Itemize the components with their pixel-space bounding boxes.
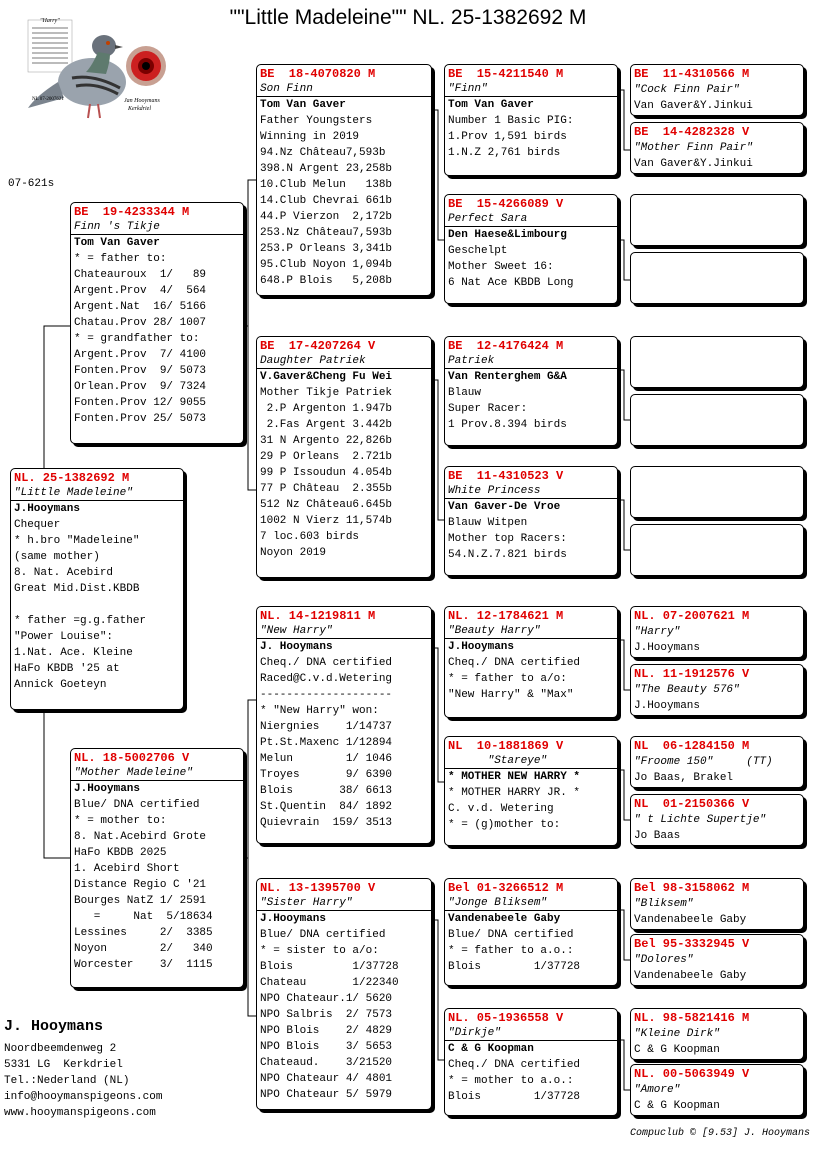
pigeon-card-g4-6[interactable] (630, 794, 804, 846)
owner: C & G Koopman (634, 1100, 720, 1112)
info-line: Quievrain 159/ 3513 (260, 817, 393, 829)
info-line: Mother Tikje Patriek (260, 387, 393, 399)
info-line: * = (g)mother to: (448, 819, 561, 831)
info-line: 29 P Orleans 2.721b (260, 451, 393, 463)
owner: C & G Koopman (448, 1043, 534, 1055)
info-line: Argent.Prov 7/ 4100 (74, 349, 207, 361)
pedigree-code: 07-621s (8, 178, 55, 190)
info-line: 95.Club Noyon 1,094b (260, 259, 393, 271)
info-line: Cheq./ DNA certified (448, 657, 581, 669)
info-line: Noyon 2019 (260, 547, 327, 559)
owner: Tom Van Gaver (74, 237, 160, 249)
ring-number: NL 10-1881869 V (448, 739, 564, 753)
owner: J.Hooymans (74, 783, 141, 795)
svg-text:NL 07-2007621: NL 07-2007621 (32, 97, 64, 102)
info-line: 31 N Argento 22,826b (260, 435, 393, 447)
info-line: * h.bro "Madeleine" (14, 535, 140, 547)
pigeon-name: "Mother Madeleine" (71, 766, 243, 781)
ring-number: NL. 13-1395700 V (260, 881, 376, 895)
pigeon-card-fm[interactable] (256, 336, 432, 578)
pigeon-card-mother[interactable] (70, 748, 244, 988)
info-line: Pt.St.Maxenc 1/12894 (260, 737, 393, 749)
owner: Tom Van Gaver (260, 99, 346, 111)
info-line: * = mother to: (74, 815, 167, 827)
info-line: Blois 1/37728 (448, 961, 581, 973)
info-line: Mother Sweet 16: (448, 261, 554, 273)
ring-number: BE 15-4266089 V (448, 197, 564, 211)
pigeon-card-fmf[interactable] (444, 336, 618, 446)
info-line: Great Mid.Dist.KBDB (14, 583, 140, 595)
info-line: Cheq./ DNA certified (448, 1059, 581, 1071)
ring-number: NL 01-2150366 V (634, 797, 750, 811)
owner: V.Gaver&Cheng Fu Wei (260, 371, 393, 383)
pigeon-card-empty[interactable] (630, 336, 804, 388)
pigeon-card-ffm[interactable] (444, 194, 618, 304)
pigeon-name: Perfect Sara (445, 212, 617, 227)
info-line: = Nat 5/18634 (74, 911, 213, 923)
info-line: 14.Club Chevrai 661b (260, 195, 393, 207)
ring-number: BE 12-4176424 M (448, 339, 564, 353)
info-line: 94.Nz Château7,593b (260, 147, 386, 159)
ring-number: BE 11-4310523 V (448, 469, 564, 483)
info-line: 54.N.Z.7.821 birds (448, 549, 567, 561)
ring-number: NL. 12-1784621 M (448, 609, 564, 623)
ring-number: NL 06-1284150 M (634, 739, 750, 753)
info-line: Chateaud. 3/21520 (260, 1057, 393, 1069)
info-line: Blauw (448, 387, 482, 399)
ring-number: BE 19-4233344 M (74, 205, 190, 219)
info-line: * father =g.g.father (14, 615, 147, 627)
owner: Van Renterghem G&A (448, 371, 567, 383)
pigeon-name: "New Harry" (257, 624, 431, 639)
info-line: (same mother) (14, 551, 100, 563)
info-line: Worcester 3/ 1115 (74, 959, 213, 971)
info-line: 77 P Château 2.355b (260, 483, 393, 495)
info-line: NPO Blois 3/ 5653 (260, 1041, 393, 1053)
info-line: NPO Blois 2/ 4829 (260, 1025, 393, 1037)
page-title: ""Little Madeleine"" NL. 25-1382692 M (229, 6, 587, 29)
ring-number: Bel 98-3158062 M (634, 881, 750, 895)
pigeon-name: Finn 's Tikje (71, 220, 243, 235)
pigeon-card-father[interactable] (70, 202, 244, 444)
ring-number: NL. 18-5002706 V (74, 751, 190, 765)
ring-number: BE 14-4282328 V (634, 125, 750, 139)
info-line: Blue/ DNA certified (448, 929, 574, 941)
owner: Van Gaver&Y.Jinkui (634, 158, 753, 170)
pigeon-card-mmm[interactable] (444, 1008, 618, 1116)
info-line: Blois 1/37728 (448, 1091, 581, 1103)
ring-number: NL. 05-1936558 V (448, 1011, 564, 1025)
info-line: Blois 38/ 6613 (260, 785, 393, 797)
info-line: -------------------- (260, 689, 393, 701)
pigeon-card-empty[interactable] (630, 466, 804, 518)
owner: Vandenabeele Gaby (448, 913, 561, 925)
pigeon-card-g4-7[interactable] (630, 878, 804, 930)
info-line: 10.Club Melun 138b (260, 179, 393, 191)
info-line: Argent.Nat 16/ 5166 (74, 301, 207, 313)
breeder-postcode: 5331 LG Kerkdriel (4, 1059, 123, 1071)
info-line: 1. Acebird Short (74, 863, 180, 875)
info-line: NPO Chateaur 4/ 4801 (260, 1073, 393, 1085)
info-line: Father Youngsters (260, 115, 373, 127)
pigeon-card-ff[interactable] (256, 64, 432, 296)
info-line: * = sister to a/o: (260, 945, 379, 957)
logo-text-place: Kerkdriel (128, 106, 151, 112)
pigeon-name: Son Finn (257, 82, 431, 97)
pigeon-card-fff[interactable] (444, 64, 618, 176)
owner: Tom Van Gaver (448, 99, 534, 111)
ring-number: NL. 11-1912576 V (634, 667, 750, 681)
pigeon-card-g4-10[interactable] (630, 1064, 804, 1116)
pigeon-name: Patriek (445, 354, 617, 369)
logo-text-name: Jan Hooymans (124, 98, 160, 104)
info-line: Fonten.Prov 12/ 9055 (74, 397, 207, 409)
ring-number: NL. 25-1382692 M (14, 471, 130, 485)
info-line: * = father to: (74, 253, 167, 265)
info-line: 1.Nat. Ace. Kleine (14, 647, 133, 659)
ring-number: NL. 07-2007621 M (634, 609, 750, 623)
owner: J.Hooymans (448, 641, 515, 653)
breeder-address: Noordbeemdenweg 2 (4, 1043, 117, 1055)
owner: J.Hooymans (14, 503, 81, 515)
info-line: 2.Fas Argent 3.442b (260, 419, 393, 431)
info-line: Blue/ DNA certified (260, 929, 386, 941)
info-line: Cheq./ DNA certified (260, 657, 393, 669)
pigeon-name: "Sister Harry" (257, 896, 431, 911)
owner: Van Gaver-De Vroe (448, 501, 561, 513)
info-line: Chequer (14, 519, 61, 531)
info-line: 99 P Issoudun 4.054b (260, 467, 393, 479)
pigeon-card-subject[interactable] (10, 468, 184, 710)
info-line: NPO Chateaur 5/ 5979 (260, 1089, 393, 1101)
footer-credit: Compuclub © [9.53] J. Hooymans (629, 1128, 810, 1139)
ring-number: BE 18-4070820 M (260, 67, 376, 81)
pigeon-name: "Jonge Bliksem" (445, 896, 617, 911)
info-line: * = grandfather to: (74, 333, 200, 345)
info-line: Blois 1/37728 (260, 961, 399, 973)
owner: Van Gaver&Y.Jinkui (634, 100, 753, 112)
owner: J.Hooymans (634, 642, 701, 654)
owner: C & G Koopman (634, 1044, 720, 1056)
pigeon-card-empty[interactable] (630, 194, 804, 246)
info-line: 253.Nz Château7,593b (260, 227, 393, 239)
info-line: Mother top Racers: (448, 533, 567, 545)
pigeon-card-g4-5[interactable] (630, 736, 804, 788)
pigeon-name: White Princess (445, 484, 617, 499)
breeder-website-link[interactable]: www.hooymanspigeons.com (4, 1107, 156, 1119)
pigeon-name: "Harry" (634, 626, 681, 638)
owner: Den Haese&Limbourg (448, 229, 567, 241)
pigeon-card-g4-4[interactable] (630, 664, 804, 716)
pigeon-card-g4-8[interactable] (630, 934, 804, 986)
pigeon-name: "Bliksem" (634, 898, 694, 910)
info-line: Winning in 2019 (260, 131, 360, 143)
logo-text-harry: "Harry" (40, 18, 60, 24)
breeder-email-link[interactable]: info@hooymanspigeons.com (4, 1091, 163, 1103)
pigeon-name: "Kleine Dirk" (634, 1028, 720, 1040)
info-line: 8. Nat.Acebird Grote (74, 831, 207, 843)
info-line: * = father to a.o.: (448, 945, 574, 957)
pigeon-card-g4-9[interactable] (630, 1008, 804, 1060)
info-line: Blue/ DNA certified (74, 799, 200, 811)
pigeon-card-g4-2[interactable] (630, 122, 804, 174)
pigeon-card-mf[interactable] (256, 606, 432, 844)
pigeon-card-mm[interactable] (256, 878, 432, 1110)
pigeon-name: " t Lichte Supertje" (634, 814, 767, 826)
info-line: Chateauroux 1/ 89 (74, 269, 207, 281)
info-line: 2.P Argenton 1.947b (260, 403, 393, 415)
info-line: 1002 N Vierz 11,574b (260, 515, 393, 527)
pigeon-name: "Dolores" (634, 954, 694, 966)
pigeon-name: "Cock Finn Pair" (634, 84, 740, 96)
pigeon-card-empty[interactable] (630, 252, 804, 304)
info-line: 6 Nat Ace KBDB Long (448, 277, 574, 289)
info-line: Niergnies 1/14737 (260, 721, 393, 733)
info-line: "Power Louise": (14, 631, 114, 643)
pigeon-card-g4-1[interactable] (630, 64, 804, 116)
info-line: 398.N Argent 23,258b (260, 163, 393, 175)
pigeon-name: Daughter Patriek (257, 354, 431, 369)
info-line: Fonten.Prov 9/ 5073 (74, 365, 207, 377)
pigeon-name: "Dirkje" (445, 1026, 617, 1041)
info-line: 648.P Blois 5,208b (260, 275, 393, 287)
owner: Vandenabeele Gaby (634, 914, 747, 926)
owner: J.Hooymans (634, 700, 701, 712)
pigeon-card-mmf[interactable] (444, 878, 618, 986)
info-line: Noyon 2/ 340 (74, 943, 213, 955)
pigeon-name: "Beauty Harry" (445, 624, 617, 639)
info-line: Raced@C.v.d.Wetering (260, 673, 393, 685)
ring-number: NL. 14-1219811 M (260, 609, 376, 623)
pigeon-card-mff[interactable] (444, 606, 618, 718)
pigeon-name: "Amore" (634, 1084, 681, 1096)
breeder-name: J. Hooymans (4, 1018, 104, 1035)
info-line: Orlean.Prov 9/ 7324 (74, 381, 207, 393)
owner: Jo Baas, Brakel (634, 772, 734, 784)
info-line: Geschelpt (448, 245, 508, 257)
ring-number: NL. 00-5063949 V (634, 1067, 750, 1081)
ring-number: BE 17-4207264 V (260, 339, 376, 353)
info-line: Troyes 9/ 6390 (260, 769, 393, 781)
pigeon-name: "Stareye" (445, 754, 617, 769)
info-line: * = father to a/o: (448, 673, 567, 685)
info-line (14, 597, 180, 613)
pigeon-name: "Froome 150" (TT) (634, 756, 773, 768)
pigeon-card-fmm[interactable] (444, 466, 618, 576)
info-line: St.Quentin 84/ 1892 (260, 801, 393, 813)
info-line: Melun 1/ 1046 (260, 753, 393, 765)
pigeon-name: "The Beauty 576" (634, 684, 740, 696)
info-line: Fonten.Prov 25/ 5073 (74, 413, 207, 425)
info-line: 44.P Vierzon 2,172b (260, 211, 393, 223)
ring-number: BE 15-4211540 M (448, 67, 564, 81)
info-line: Argent.Prov 4/ 564 (74, 285, 207, 297)
pigeon-name: "Little Madeleine" (11, 486, 183, 501)
info-line: Bourges NatZ 1/ 2591 (74, 895, 207, 907)
info-line: 7 loc.603 birds (260, 531, 360, 543)
info-line: NPO Chateaur.1/ 5620 (260, 993, 393, 1005)
pigeon-card-empty[interactable] (630, 524, 804, 576)
pigeon-card-empty[interactable] (630, 394, 804, 446)
info-line: * MOTHER HARRY JR. * (448, 787, 581, 799)
owner: Vandenabeele Gaby (634, 970, 747, 982)
owner: * MOTHER NEW HARRY * (448, 771, 581, 783)
info-line: * = mother to a.o.: (448, 1075, 574, 1087)
info-line: C. v.d. Wetering (448, 803, 554, 815)
info-line: 1 Prov.8.394 birds (448, 419, 567, 431)
info-line: Annick Goeteyn (14, 679, 107, 691)
pigeon-name: "Mother Finn Pair" (634, 142, 753, 154)
info-line: Chateau 1/22340 (260, 977, 399, 989)
info-line: 8. Nat. Acebird (14, 567, 114, 579)
info-line: HaFo KBDB '25 at (14, 663, 120, 675)
info-line: 1.N.Z 2,761 birds (448, 147, 561, 159)
info-line: Blauw Witpen (448, 517, 528, 529)
info-line: Chatau.Prov 28/ 1007 (74, 317, 207, 329)
ring-number: BE 11-4310566 M (634, 67, 750, 81)
info-line: 512 Nz Château6.645b (260, 499, 393, 511)
breeder-phone: Tel.:Nederland (NL) (4, 1075, 130, 1087)
info-line: NPO Salbris 2/ 7573 (260, 1009, 393, 1021)
info-line: Lessines 2/ 3385 (74, 927, 213, 939)
info-line: 1.Prov 1,591 birds (448, 131, 567, 143)
info-line: HaFo KBDB 2025 (74, 847, 167, 859)
owner: Jo Baas (634, 830, 681, 842)
info-line: Super Racer: (448, 403, 528, 415)
info-line: "New Harry" & "Max" (448, 689, 574, 701)
ring-number: Bel 95-3332945 V (634, 937, 750, 951)
ring-number: Bel 01-3266512 M (448, 881, 564, 895)
pigeon-name: "Finn" (445, 82, 617, 97)
info-line: * "New Harry" won: (260, 705, 379, 717)
owner: J. Hooymans (260, 641, 333, 653)
ring-number: NL. 98-5821416 M (634, 1011, 750, 1025)
pigeon-card-mfm[interactable] (444, 736, 618, 846)
info-line: Number 1 Basic PIG: (448, 115, 574, 127)
owner: J.Hooymans (260, 913, 327, 925)
info-line: Distance Regio C '21 (74, 879, 207, 891)
info-line: 253.P Orleans 3,341b (260, 243, 393, 255)
pigeon-card-g4-3[interactable] (630, 606, 804, 658)
